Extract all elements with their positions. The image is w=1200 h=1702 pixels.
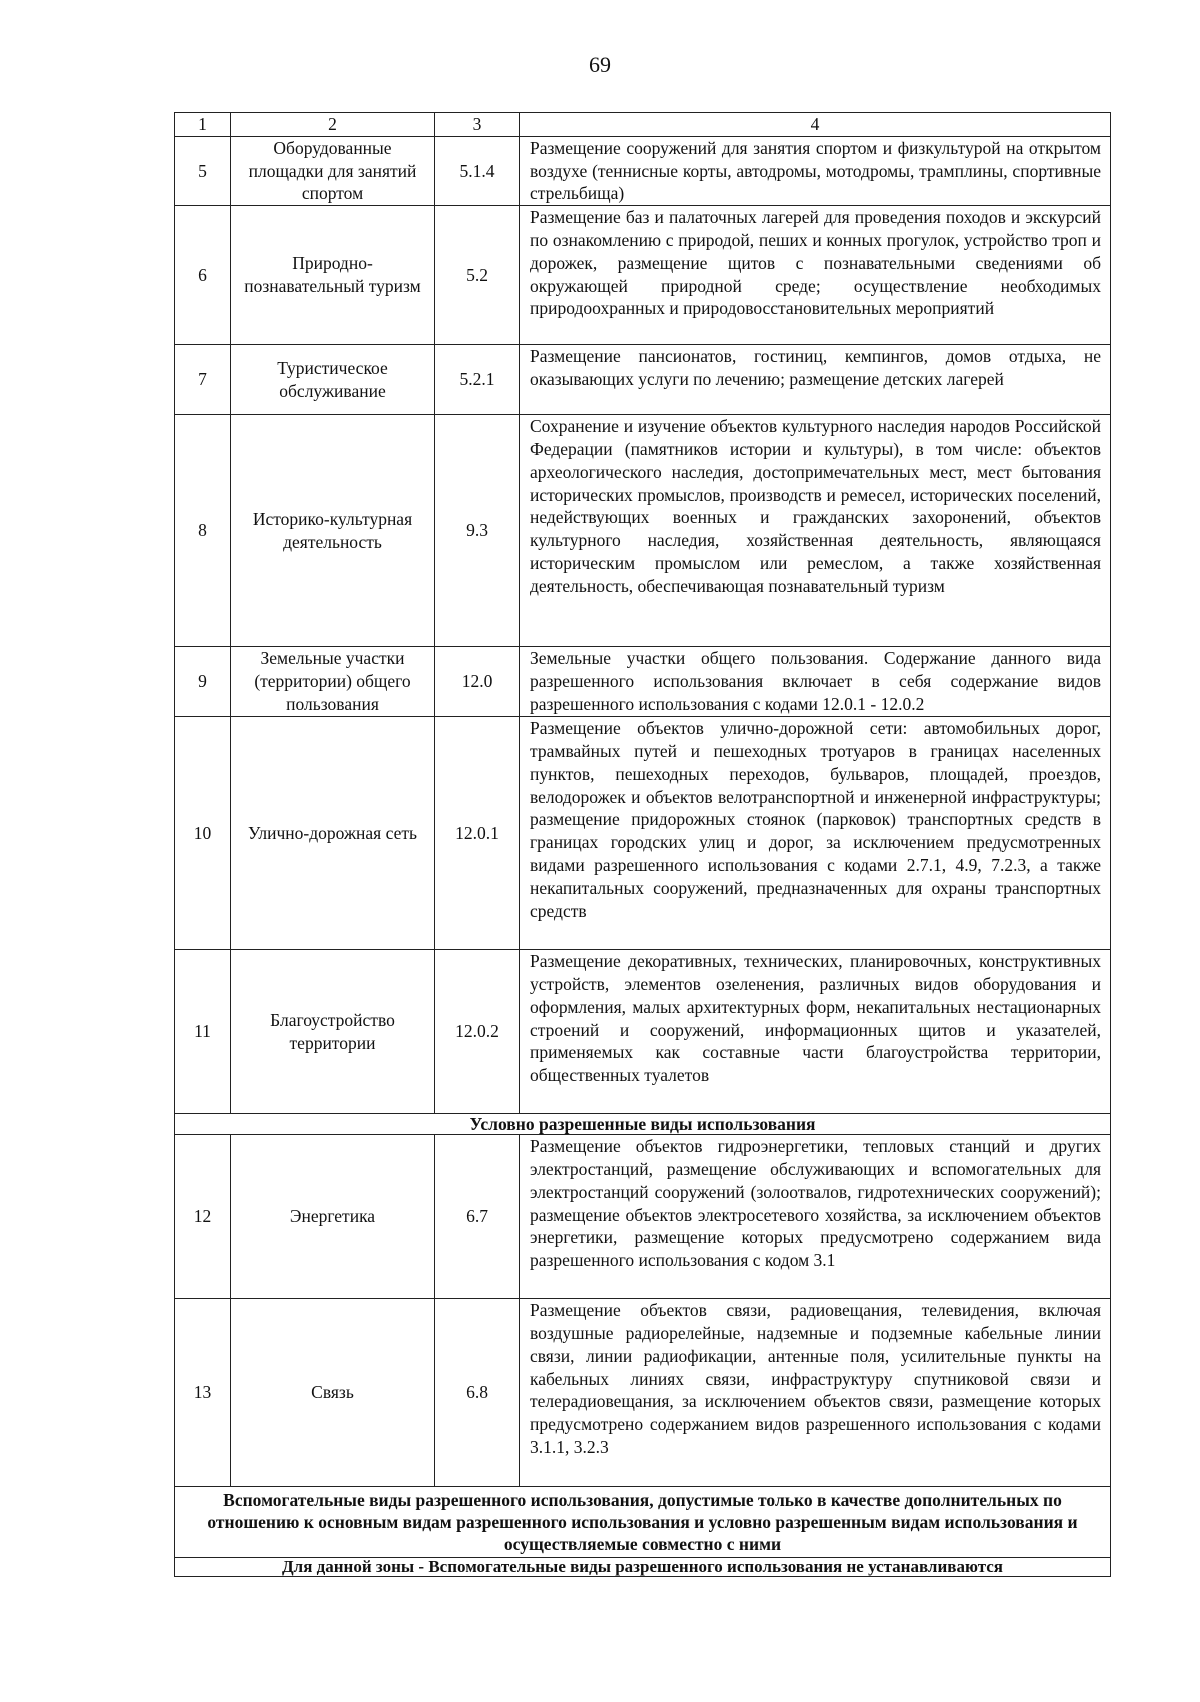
- use-type-name: Энергетика: [231, 1135, 435, 1299]
- row-number: 12: [175, 1135, 231, 1299]
- row-number: 7: [175, 345, 231, 415]
- table-row: [175, 206, 1111, 345]
- use-type-code: 9.3: [435, 415, 520, 647]
- table-row: [175, 717, 1111, 950]
- auxiliary-note-row: [175, 1558, 1111, 1577]
- page-number: 69: [589, 52, 611, 77]
- use-type-description: Размещение объектов связи, радиовещания, телевидения, включая воздушные радиорелейные, надземные и подземные кабельные линии связи, линии радиофикации, антенные поля, усилительные пункты на кабельных линиях связи, инфраструктуру спутниковой связи и телерадиовещания, за исключением объектов связи, размещение которых предусмотрено содержанием видов разрешенного использования с кодами 3.1.1, 3.2.3: [520, 1299, 1111, 1487]
- use-type-name: Улично-дорожная сеть: [231, 717, 435, 950]
- table-row: [175, 136, 1111, 205]
- use-type-name: Благоустройство территории: [231, 950, 435, 1114]
- use-type-description: Размещение баз и палаточных лагерей для проведения походов и экскурсий по ознакомлению с природой, пеших и конных прогулок, устройство троп и дорожек, размещение щитов с познавательными сведениями об окружающей природной среде; осуществление необходимых природоохранных и природовосстановительных мероприятий: [520, 206, 1111, 345]
- header-cell: 2: [231, 113, 435, 137]
- use-type-description: Земельные участки общего пользования. Содержание данного вида разрешенного использования включает в себя содержание видов разрешенного использования с кодами 12.0.1 - 12.0.2: [520, 647, 1111, 717]
- table-row: [175, 1135, 1111, 1299]
- use-type-code: 12.0: [435, 647, 520, 717]
- use-type-description: Размещение объектов улично-дорожной сети: автомобильных дорог, трамвайных путей и пешеходных тротуаров в границах населенных пунктов, пешеходных переходов, бульваров, площадей, проездов, велодорожек и объектов велотранспортной и инженерной инфраструктуры; размещение придорожных стоянок (парковок) транспортных средств в границах городских улиц и дорог, за исключением предусмотренных видами разрешенного использования с кодами 2.7.1, 4.9, 7.2.3, а также некапитальных сооружений, предназначенных для охраны транспортных средств: [520, 717, 1111, 950]
- conditional-section-title: Условно разрешенные виды использования: [175, 1114, 1111, 1135]
- use-type-code: 6.8: [435, 1299, 520, 1487]
- use-type-description: Размещение декоративных, технических, планировочных, конструктивных устройств, элементов озеленения, различных видов оборудования и оформления, малых архитектурных форм, некапитальных нестационарных строений и сооружений, информационных щитов и указателей, применяемых как составные части благоустройства территории, общественных туалетов: [520, 950, 1111, 1114]
- use-type-name: Историко-культурная деятельность: [231, 415, 435, 647]
- use-type-name: Оборудованные площадки для занятий спортом: [231, 136, 435, 205]
- land-use-table: [174, 112, 1111, 1577]
- auxiliary-note: Для данной зоны - Вспомогательные виды разрешенного использования не устанавливаются: [175, 1558, 1111, 1577]
- table-row: [175, 647, 1111, 717]
- use-type-name: Природно-познавательный туризм: [231, 206, 435, 345]
- table-row: [175, 1299, 1111, 1487]
- table-row: [175, 950, 1111, 1114]
- use-type-code: 12.0.1: [435, 717, 520, 950]
- use-type-description: Размещение пансионатов, гостиниц, кемпингов, домов отдыха, не оказывающих услуги по лечению; размещение детских лагерей: [520, 345, 1111, 415]
- header-cell: 4: [520, 113, 1111, 137]
- use-type-description: Размещение сооружений для занятия спортом и физкультурой на открытом воздухе (теннисные корты, автодромы, мотодромы, трамплины, спортивные стрельбища): [520, 136, 1111, 205]
- use-type-code: 5.2.1: [435, 345, 520, 415]
- use-type-code: 6.7: [435, 1135, 520, 1299]
- row-number: 8: [175, 415, 231, 647]
- row-number: 5: [175, 136, 231, 205]
- use-type-description: Размещение объектов гидроэнергетики, тепловых станций и других электростанций, размещение обслуживающих и вспомогательных для электростанций сооружений (золоотвалов, гидротехнических сооружений); размещение объектов электросетевого хозяйства, за исключением объектов энергетики, размещение которых предусмотрено содержанием вида разрешенного использования с кодом 3.1: [520, 1135, 1111, 1299]
- use-type-name: Связь: [231, 1299, 435, 1487]
- use-type-code: 5.2: [435, 206, 520, 345]
- table-row: [175, 415, 1111, 647]
- header-cell: 1: [175, 113, 231, 137]
- conditional-section-header: [175, 1114, 1111, 1135]
- row-number: 11: [175, 950, 231, 1114]
- header-cell: 3: [435, 113, 520, 137]
- use-type-code: 12.0.2: [435, 950, 520, 1114]
- use-type-name: Земельные участки (территории) общего пользования: [231, 647, 435, 717]
- row-number: 10: [175, 717, 231, 950]
- row-number: 13: [175, 1299, 231, 1487]
- auxiliary-section-title: Вспомогательные виды разрешенного использования, допустимые только в качестве дополнительных по отношению к основным видам разрешенного использования и условно разрешенным видам использования и осуществляемые совместно с ними: [175, 1487, 1111, 1558]
- auxiliary-section-header: [175, 1487, 1111, 1558]
- table-header-row: [175, 113, 1111, 137]
- use-type-description: Сохранение и изучение объектов культурного наследия народов Российской Федерации (памятников истории и культуры), в том числе: объектов археологического наследия, достопримечательных мест, мест бытования исторических промыслов, производств и ремесел, исторических поселений, недействующих военных и гражданских захоронений, объектов культурного наследия, хозяйственная деятельность, являющаяся историческим промыслом или ремеслом, а также хозяйственная деятельность, обеспечивающая познавательный туризм: [520, 415, 1111, 647]
- use-type-code: 5.1.4: [435, 136, 520, 205]
- use-type-name: Туристическое обслуживание: [231, 345, 435, 415]
- row-number: 9: [175, 647, 231, 717]
- row-number: 6: [175, 206, 231, 345]
- table-row: [175, 345, 1111, 415]
